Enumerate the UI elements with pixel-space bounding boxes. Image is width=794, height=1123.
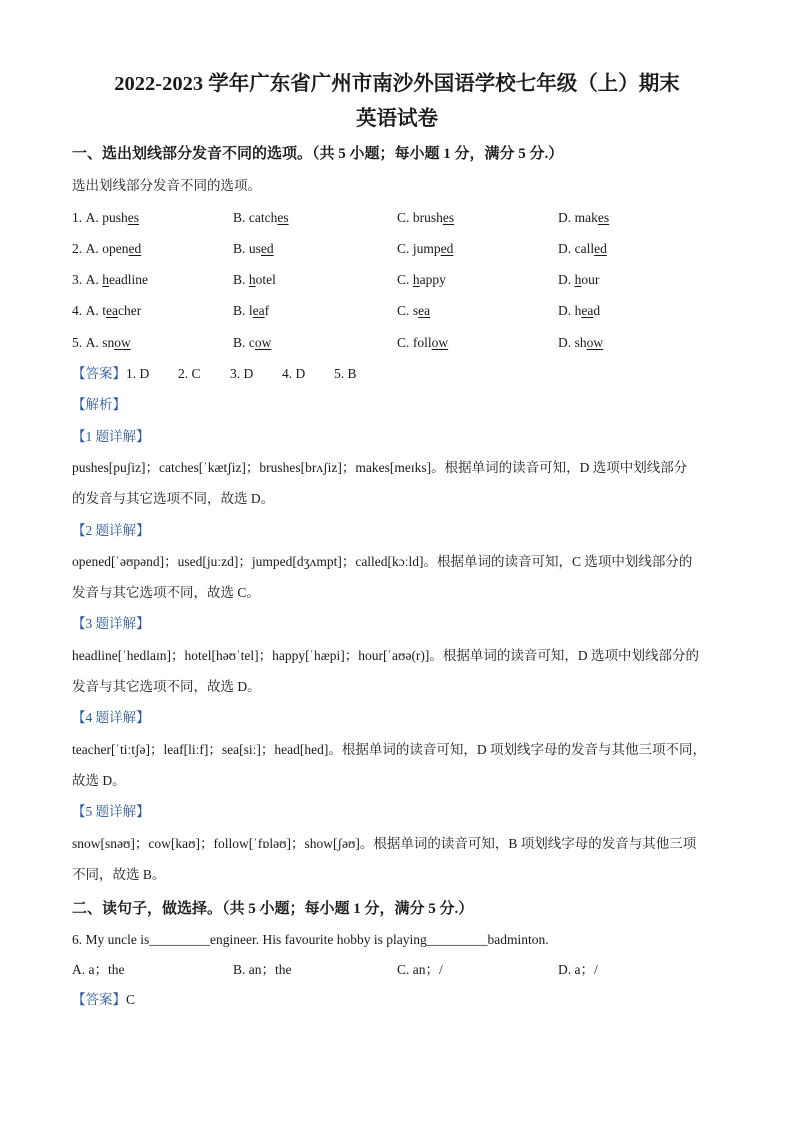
- detail-5-label: 【5 题详解】: [72, 804, 150, 820]
- word-underlined-part: ow: [431, 334, 449, 350]
- word-underlined-part: ea: [418, 303, 431, 319]
- option-b: B. an；the: [233, 962, 292, 978]
- detail-4-label: 【4 题详解】: [72, 710, 150, 726]
- option-c: [397, 202, 558, 233]
- option-d: [558, 295, 722, 326]
- option-a: [72, 233, 233, 264]
- word-start: catch: [248, 209, 278, 225]
- option-letter: B.: [233, 240, 246, 256]
- word-underlined-part: es: [127, 209, 140, 225]
- answer-item: 5. B: [334, 366, 357, 382]
- question-6-answer-line: [72, 985, 722, 1015]
- word-end: f: [264, 303, 270, 319]
- word-underlined-part: ed: [440, 240, 454, 256]
- word-start: c: [248, 334, 255, 350]
- detail-1-text-line: pushes[puʃiz]；catches[ˈkætʃiz]；brushes[brʌʃiz]；makes[meɪks]。根据单词的读音可知，D 选项中划线部分: [72, 459, 688, 475]
- word-underlined-part: es: [597, 209, 610, 225]
- option-letter: D.: [558, 272, 572, 288]
- option-c: C. an；/: [397, 962, 443, 978]
- question-number: 1.: [72, 209, 83, 225]
- option-letter: A.: [85, 272, 99, 288]
- word-start: open: [102, 240, 129, 256]
- option-c: [397, 295, 558, 326]
- question-number: 5.: [72, 334, 83, 350]
- detail-3-text-line: headline[ˈhedlaɪn]；hotel[həʊˈtel]；happy[ˈhæpi]；hour[ˈaʊə(r)]。根据单词的读音可知，D 选项中划线部分的: [72, 647, 700, 663]
- option-letter: A.: [85, 303, 99, 319]
- option-letter: B.: [233, 334, 246, 350]
- detail-5-text-line: snow[snəʊ]；cow[kaʊ]；follow[ˈfɒləʊ]；show[ʃəʊ]。根据单词的读音可知，B 项划线字母的发音与其他三项: [72, 835, 697, 851]
- answer-line: [72, 358, 722, 389]
- word-underlined-part: h: [102, 272, 109, 288]
- option-letter: B.: [233, 303, 246, 319]
- word-start: jump: [412, 240, 441, 256]
- question-number: 3.: [72, 272, 83, 288]
- question-3-row: [72, 264, 722, 295]
- detail-1-text-line: 的发音与其它选项不同，故选 D。: [72, 491, 275, 507]
- exam-document: [72, 67, 722, 1015]
- option-letter: C.: [397, 209, 410, 225]
- option-c: [397, 327, 558, 358]
- detail-3-text-line: 发音与其它选项不同，故选 D。: [72, 679, 261, 695]
- option-letter: D.: [558, 303, 572, 319]
- word-underlined-part: es: [442, 209, 455, 225]
- word-underlined-part: ed: [594, 240, 607, 256]
- option-a: [72, 264, 233, 295]
- detail-4-text-line: teacher[ˈtiːtʃə]；leaf[liːf]；sea[siː]；head[hed]。根据单词的读音可知，D 项划线字母的发音与其他三项不同，: [72, 741, 706, 757]
- word-start: us: [248, 240, 261, 256]
- word-start: push: [102, 209, 128, 225]
- option-c: [397, 233, 558, 264]
- word-underlined-part: h: [248, 272, 256, 288]
- detail-1-label: 【1 题详解】: [72, 428, 150, 444]
- word-underlined-part: ed: [128, 240, 142, 256]
- word-underlined-part: es: [277, 209, 289, 225]
- question-number: 2.: [72, 240, 83, 256]
- word-start: call: [574, 240, 595, 256]
- detail-3-label: 【3 题详解】: [72, 616, 150, 632]
- option-d: [558, 202, 722, 233]
- word-end: our: [581, 272, 600, 288]
- option-d: [558, 264, 722, 295]
- word-start: l: [248, 303, 253, 319]
- option-a: [72, 295, 233, 326]
- word-start: h: [574, 303, 582, 319]
- answer-item: 3. D: [230, 366, 254, 382]
- word-underlined-part: ea: [252, 303, 265, 319]
- word-underlined-part: ea: [581, 303, 594, 319]
- question-6-stem: 6. My uncle is_________engineer. His favourite hobby is playing_________badminton.: [72, 932, 549, 948]
- word-end: d: [593, 303, 601, 319]
- detail-4-text-line: 故选 D。: [72, 772, 126, 788]
- detail-2-label: 【2 题详解】: [72, 522, 150, 538]
- analysis-label: 【解析】: [72, 397, 126, 413]
- option-b: [233, 295, 397, 326]
- word-underlined-part: h: [412, 272, 420, 288]
- word-start: mak: [574, 209, 598, 225]
- question-1-row: [72, 202, 722, 233]
- word-start: foll: [412, 334, 432, 350]
- option-letter: C.: [397, 303, 410, 319]
- question-number: 4.: [72, 303, 83, 319]
- section-1-heading: 一、选出划线部分发音不同的选项。（共 5 小题；每小题 1 分，满分 5 分.）: [72, 146, 564, 162]
- word-end: cher: [118, 303, 142, 319]
- option-b: [233, 327, 397, 358]
- option-a: A. a；the: [72, 962, 125, 978]
- option-b: [233, 264, 397, 295]
- option-a: [72, 327, 233, 358]
- question-6-options: [72, 955, 722, 985]
- section-1-instruction: 选出划线部分发音不同的选项。: [72, 178, 261, 194]
- question-5-row: [72, 327, 722, 358]
- word-underlined-part: ed: [260, 240, 274, 256]
- question-2-row: [72, 233, 722, 264]
- option-letter: B.: [233, 272, 246, 288]
- word-underlined-part: ea: [106, 303, 118, 319]
- word-underlined-part: ow: [586, 334, 604, 350]
- section-2-heading: 二、读句子，做选择。（共 5 小题；每小题 1 分，满分 5 分.）: [72, 901, 474, 918]
- option-d: [558, 327, 722, 358]
- option-b: [233, 202, 397, 233]
- word-end: appy: [419, 272, 446, 288]
- option-letter: B.: [233, 209, 246, 225]
- word-start: sh: [574, 334, 587, 350]
- option-letter: D.: [558, 240, 572, 256]
- option-b: [233, 233, 397, 264]
- option-letter: A.: [85, 334, 99, 350]
- option-letter: C.: [397, 334, 410, 350]
- word-underlined-part: h: [574, 272, 582, 288]
- word-end: otel: [255, 272, 276, 288]
- word-start: s: [412, 303, 419, 319]
- word-start: t: [102, 303, 107, 319]
- word-start: brush: [412, 209, 443, 225]
- option-d: [558, 233, 722, 264]
- option-letter: C.: [397, 272, 410, 288]
- option-a: [72, 202, 233, 233]
- answer-item: 4. D: [282, 366, 306, 382]
- word-start: sn: [102, 334, 115, 350]
- detail-2-text-line: opened[ˈəʊpənd]；used[juːzd]；jumped[dʒʌmpt]；called[kɔːld]。根据单词的读音可知，C 选项中划线部分的: [72, 553, 693, 569]
- answer-value: C: [126, 992, 136, 1008]
- exam-title-line-2: 英语试卷: [356, 108, 438, 130]
- word-underlined-part: ow: [254, 334, 272, 350]
- answer-item: 2. C: [178, 366, 201, 382]
- exam-title-line-1: 2022-2023 学年广东省广州市南沙外国语学校七年级（上）期末: [114, 73, 680, 95]
- option-letter: A.: [85, 209, 99, 225]
- option-letter: A.: [85, 240, 99, 256]
- option-c: [397, 264, 558, 295]
- answer-label: 【答案】: [72, 366, 126, 382]
- answer-label: 【答案】: [72, 992, 126, 1008]
- detail-5-text-line: 不同，故选 B。: [72, 866, 166, 882]
- option-letter: D.: [558, 334, 572, 350]
- question-4-row: [72, 295, 722, 326]
- detail-2-text-line: 发音与其它选项不同，故选 C。: [72, 585, 260, 601]
- option-d: D. a；/: [558, 962, 598, 978]
- option-letter: C.: [397, 240, 410, 256]
- option-letter: D.: [558, 209, 572, 225]
- word-underlined-part: ow: [114, 334, 131, 350]
- answer-item: 1. D: [126, 366, 150, 382]
- word-end: eadline: [109, 272, 148, 288]
